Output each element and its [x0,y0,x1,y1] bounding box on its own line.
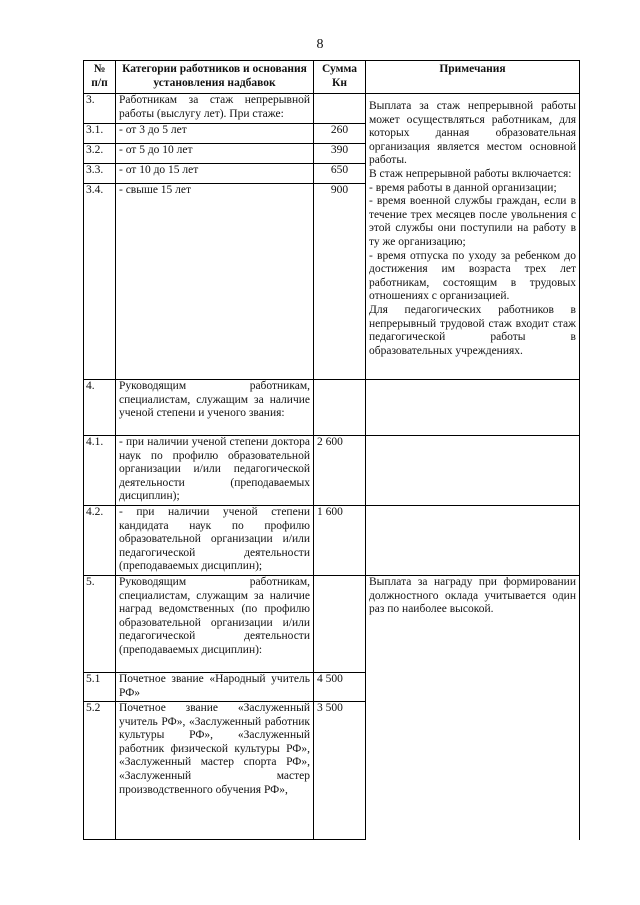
row-category: - от 3 до 5 лет [116,124,314,144]
row-sum: 1 600 [314,506,366,576]
notes-empty [366,380,580,436]
allowance-table [83,60,580,840]
row-sum: 4 500 [314,673,366,702]
notes-empty [366,506,580,576]
row-category: - от 10 до 15 лет [116,164,314,184]
row-category: - при наличии ученой степени доктора наук по профилю образовательной организации и/или педагогической деятельности (преподаваемых дисциплин); [116,436,314,506]
row-sum: 900 [314,184,366,380]
row-num: 3.2. [84,144,116,164]
table-row [84,576,580,673]
row-sum [314,576,366,673]
header-notes: Примечания [366,61,580,94]
table-row [84,380,580,436]
table-header-row [84,61,580,94]
row-num: 3.1. [84,124,116,144]
row-category: Почетное звание «Заслуженный учитель РФ», «Заслуженный работник культуры РФ», «Заслуженный работник физической культуры РФ», «Заслуженный мастер спорта РФ», «Заслуженный мастер производственного обучения РФ», [116,702,314,840]
row-sum [314,94,366,124]
row-num: 4. [84,380,116,436]
row-num: 3.4. [84,184,116,380]
row-num: 3.3. [84,164,116,184]
row-sum: 260 [314,124,366,144]
page-number: 8 [316,37,324,52]
row-sum: 390 [314,144,366,164]
row-num: 3. [84,94,116,124]
table-row [84,436,580,506]
row-num: 4.2. [84,506,116,576]
row-category: - от 5 до 10 лет [116,144,314,164]
row-sum: 2 600 [314,436,366,506]
row-category: Руководящим работникам, специалистам, служащим за наличие ученой степени и ученого звания: [116,380,314,436]
note-stazh: Выплата за стаж непрерывной работы может осуществляться работникам, для которых данная образовательная организация является местом основной работы. В стаж непрерывной работы включается: - время работы в данной организации; - время военной службы граждан, если в течение трех месяцев после увольнения с этой службы они поступили на работу в ту же организацию; - время отпуска по уходу за ребенком до достижения им возраста трех лет работникам, состоящим в трудовых отношениях с организацией. Для педагогических работников в непрерывный трудовой стаж входит стаж педагогической работы в образовательных учреждениях. [366,94,580,380]
row-num: 4.1. [84,436,116,506]
header-sum: Сумма Кн [314,61,366,94]
row-sum: 650 [314,164,366,184]
row-category: Руководящим работникам, специалистам, служащим за наличие наград ведомственных (по профилю образовательной организации и/или педагогической деятельности (преподаваемых дисциплин): [116,576,314,673]
row-category: - свыше 15 лет [116,184,314,380]
row-num: 5.1 [84,673,116,702]
row-sum: 3 500 [314,702,366,840]
header-category: Категории работников и основания установления надбавок [116,61,314,94]
header-num: № п/п [84,61,116,94]
row-num: 5.2 [84,702,116,840]
row-num: 5. [84,576,116,673]
row-sum [314,380,366,436]
table-row [84,506,580,576]
notes-empty [366,436,580,506]
row-category: - при наличии ученой степени кандидата наук по профилю образовательной организации и/или педагогической деятельности (преподаваемых дисциплин); [116,506,314,576]
row-category: Работникам за стаж непрерывной работы (выслугу лет). При стаже: [116,94,314,124]
table-row [84,94,580,124]
row-category: Почетное звание «Народный учитель РФ» [116,673,314,702]
note-nagrady: Выплата за награду при формировании должностного оклада учитывается один раз по наиболее высокой. [366,576,580,840]
